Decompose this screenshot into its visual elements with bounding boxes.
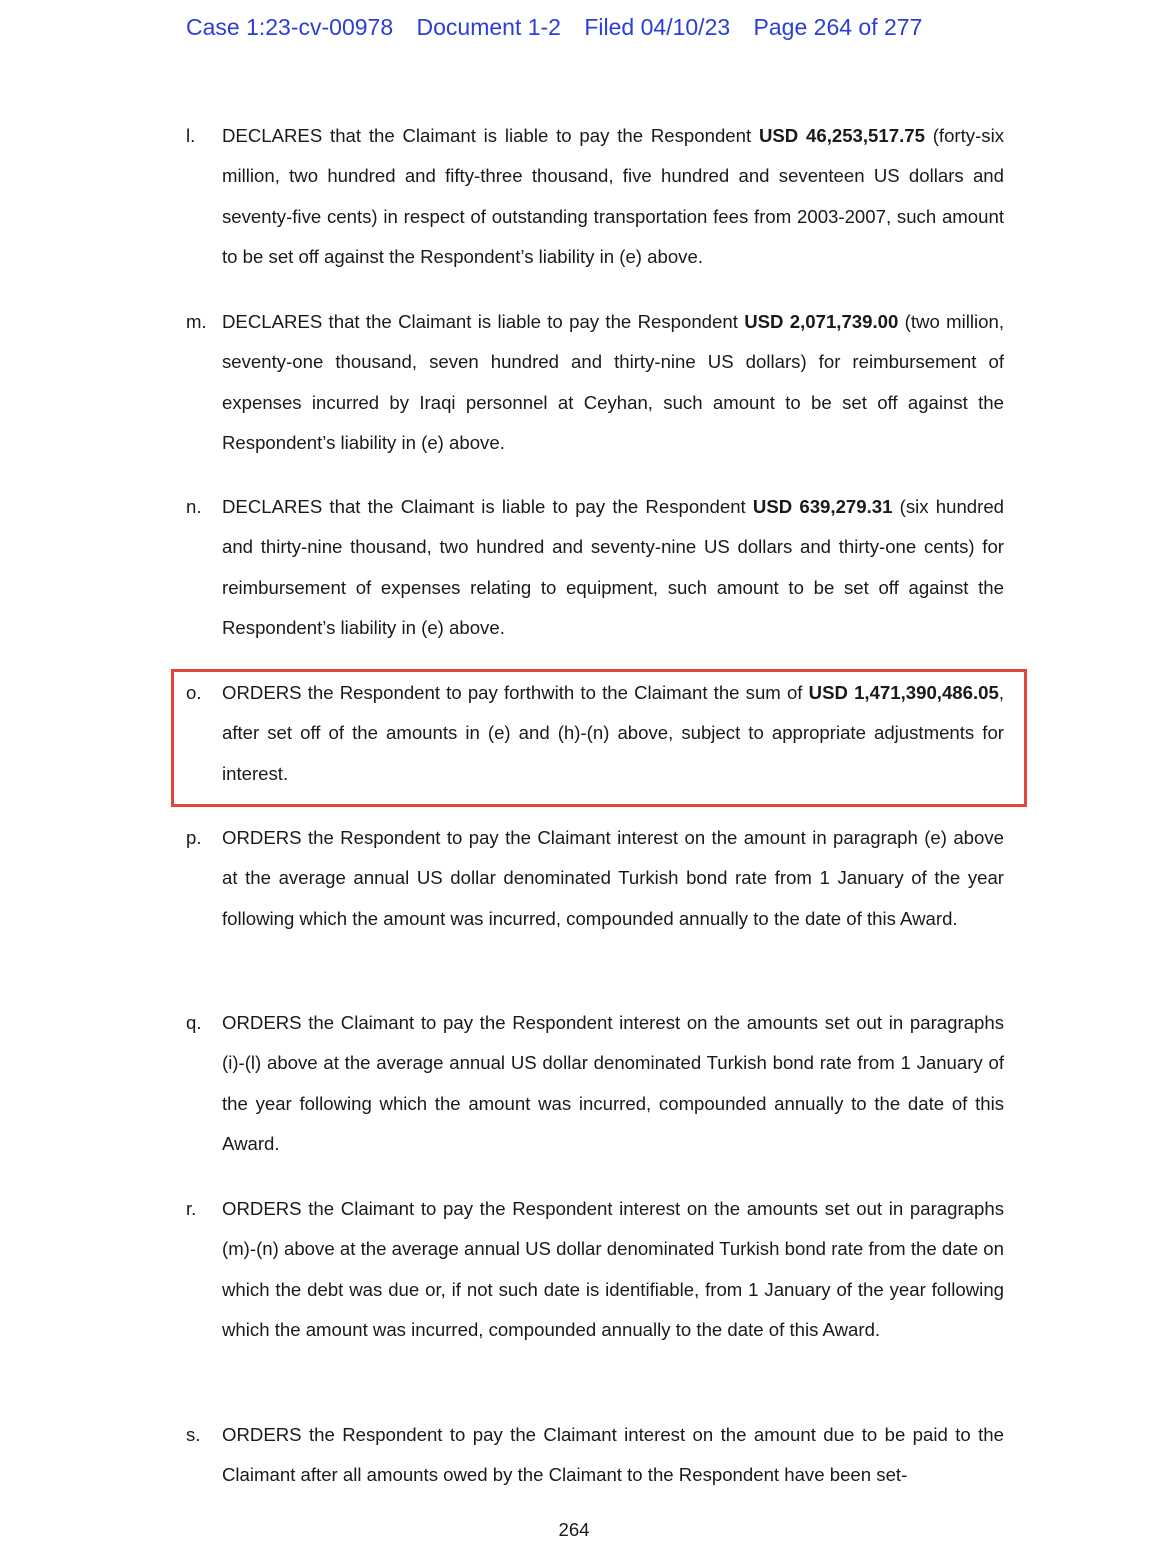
paragraph-n xyxy=(186,487,1004,648)
page-number: 264 xyxy=(558,1519,590,1540)
amount: USD 1,471,390,486.05 xyxy=(808,682,999,703)
document-header xyxy=(186,14,939,41)
paragraph-letter: m. xyxy=(186,311,207,332)
paragraph-text: ORDERS the Respondent to pay the Claimant interest on the amount due to be paid to the Claimant after all amounts owed by the Claimant to the Respondent have been set- xyxy=(222,1424,1004,1486)
amount: USD 2,071,739.00 xyxy=(744,311,899,332)
paragraph-l xyxy=(186,116,1004,277)
paragraph-s xyxy=(186,1415,1004,1496)
paragraph-m xyxy=(186,302,1004,463)
amount: USD 46,253,517.75 xyxy=(758,125,925,146)
paragraph-o xyxy=(186,673,1004,794)
paragraph-text: DECLARES that the Claimant is liable to pay the Respondent USD 46,253,517.75 (forty-six million, two hundred and fifty-three thousand, five hundred and seventeen US dollars and seventy-five cents) in respect of outstanding transportation fees from 2003-2007, such amount to be set off against the Respondent’s liability in (e) above. xyxy=(222,125,1004,267)
paragraph-letter: r. xyxy=(186,1198,197,1219)
paragraph-letter: l. xyxy=(186,125,196,146)
paragraph-text: ORDERS the Claimant to pay the Respondent interest on the amounts set out in paragraphs (m)-(n) above at the average annual US dollar denominated Turkish bond rate from the date on which the debt was due or, if not such date is identifiable, from 1 January of the year following which the amount was incurred, compounded annually to the date of this Award. xyxy=(222,1198,1004,1340)
paragraph-text: ORDERS the Claimant to pay the Respondent interest on the amounts set out in paragraphs (i)-(l) above at the average annual US dollar denominated Turkish bond rate from 1 January of the year following which the amount was incurred, compounded annually to the date of this Award. xyxy=(222,1012,1004,1154)
paragraph-text: DECLARES that the Claimant is liable to pay the Respondent USD 2,071,739.00 (two million, seventy-one thousand, seven hundred and thirty-nine US dollars) for reimbursement of expenses incurred by Iraqi personnel at Ceyhan, such amount to be set off against the Respondent’s liability in (e) above. xyxy=(222,311,1004,453)
document-number: Document 1-2 xyxy=(416,14,561,40)
paragraph-letter: n. xyxy=(186,496,202,517)
paragraph-letter: s. xyxy=(186,1424,201,1445)
paragraph-q xyxy=(186,1003,1004,1164)
paragraph-p xyxy=(186,818,1004,939)
case-number: Case 1:23-cv-00978 xyxy=(186,14,394,40)
filed-date: Filed 04/10/23 xyxy=(584,14,731,40)
paragraph-letter: q. xyxy=(186,1012,202,1033)
page-indicator: Page 264 of 277 xyxy=(753,14,923,40)
paragraph-letter: p. xyxy=(186,827,202,848)
amount: USD 639,279.31 xyxy=(752,496,893,517)
paragraph-r xyxy=(186,1189,1004,1350)
paragraph-text: ORDERS the Respondent to pay the Claimant interest on the amount in paragraph (e) above at the average annual US dollar denominated Turkish bond rate from 1 January of the year following which the amount was incurred, compounded annually to the date of this Award. xyxy=(222,827,1004,929)
paragraph-text: DECLARES that the Claimant is liable to pay the Respondent USD 639,279.31 (six hundred and thirty-nine thousand, two hundred and seventy-nine US dollars and thirty-one cents) for reimbursement of expenses relating to equipment, such amount to be set off against the Respondent’s liability in (e) above. xyxy=(222,496,1005,638)
paragraph-letter: o. xyxy=(186,682,202,703)
paragraph-text: ORDERS the Respondent to pay forthwith to the Claimant the sum of USD 1,471,390,486.05, after set off of the amounts in (e) and (h)-(n) above, subject to appropriate adjustments for interest. xyxy=(222,682,1004,784)
